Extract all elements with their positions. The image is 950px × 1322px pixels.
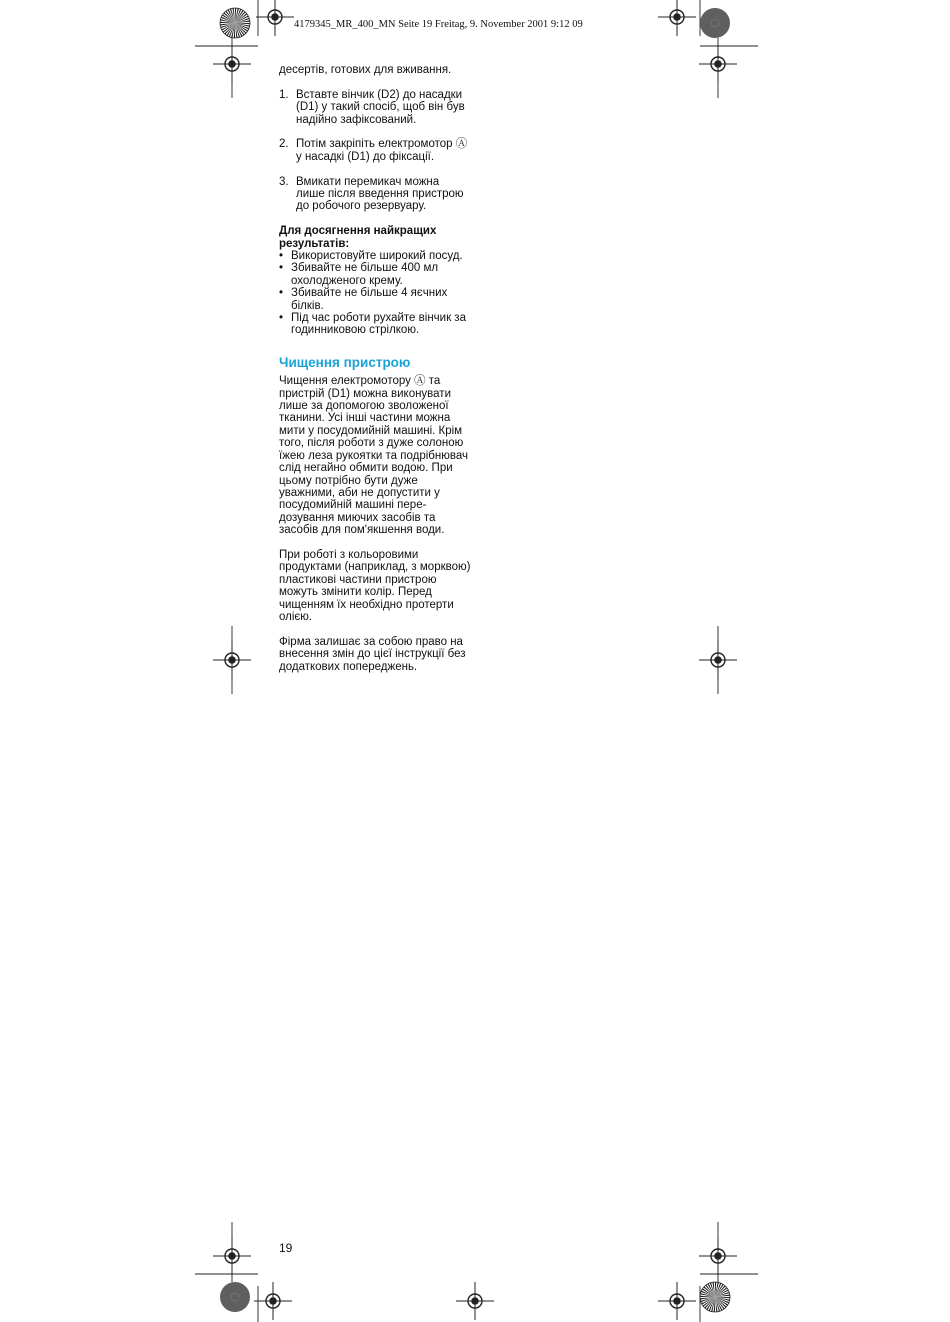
step-number: 1. bbox=[279, 88, 289, 101]
registration-mark-icon bbox=[658, 0, 696, 36]
registration-mark-icon bbox=[256, 0, 294, 36]
tip-text: Використовуйте широкий посуд. bbox=[291, 250, 463, 263]
grey-disc-icon bbox=[700, 8, 730, 38]
tips-heading: Для досягнення найкращих результатів: bbox=[279, 225, 437, 250]
star-target-icon bbox=[700, 1282, 730, 1312]
intro-text: десертів, готових для вживання. bbox=[279, 64, 452, 76]
tip-text: Під час роботи рухайте вінчик за годинниковою стрілкою. bbox=[291, 312, 466, 337]
registration-mark-icon bbox=[213, 641, 251, 679]
registration-mark-icon bbox=[699, 45, 737, 83]
section-heading: Чищення пристрою bbox=[279, 355, 411, 371]
tip-item: • Збивайте не більше 400 мл охолодженого крему. bbox=[279, 262, 439, 287]
registration-mark-icon bbox=[658, 1282, 696, 1320]
steps-list bbox=[279, 89, 471, 213]
registration-mark-icon bbox=[699, 1237, 737, 1275]
print-slug: 4179345_MR_400_MN Seite 19 Freitag, 9. November 2001 9:12 09 bbox=[294, 19, 583, 30]
tip-item: • Під час роботи рухайте вінчик за годинниковою стрілкою. bbox=[279, 312, 466, 337]
registration-mark-icon bbox=[213, 1237, 251, 1275]
step-text: Потім закріпіть електромотор Ⓐ у насадкі (D1) до фіксації. bbox=[296, 138, 468, 163]
tip-item: • Використовуйте широкий посуд. bbox=[279, 250, 463, 263]
tip-text: Збивайте не більше 400 мл охолодженого крему. bbox=[291, 262, 439, 287]
step-text: Вмикати перемикач можна лише після введення пристрою до робочого резервуару. bbox=[296, 175, 464, 213]
tips-list bbox=[279, 250, 471, 337]
registration-mark-icon bbox=[213, 45, 251, 83]
text-column bbox=[279, 64, 471, 673]
cleaning-paragraph: Чищення електромотору Ⓐ та пристрій (D1) можна виконувати лише за допомогою зволоженої тканини. Усі інші частини можна мити у посудомийній машині. Крім того, після роботи з дуже солоною їжею леза рукоятки та подрібнювач слід негайно обмити водою. При цьому потрібно бути дуже уважними, аби не допустити у посудомийній машині пере-дозування миючих засобів та засобів для пом'якшення води. bbox=[279, 375, 468, 537]
registration-mark-icon bbox=[254, 1282, 292, 1320]
tip-text: Збивайте не більше 4 яєчних білків. bbox=[291, 287, 448, 312]
tip-item: • Збивайте не більше 4 яєчних білків. bbox=[279, 287, 448, 312]
step-item bbox=[279, 176, 471, 213]
disclaimer-paragraph: Фірма залишає за собою право на внесення змін до цієї інструкції без додаткових попереджень. bbox=[279, 635, 466, 673]
step-text: Вставте вінчик (D2) до насадки (D1) у такий спосіб, щоб він був надійно зафіксований. bbox=[296, 88, 465, 126]
page-number: 19 bbox=[279, 1241, 293, 1255]
registration-mark-icon bbox=[456, 1282, 494, 1320]
step-item bbox=[279, 89, 471, 126]
registration-mark-icon bbox=[699, 641, 737, 679]
step-number: 3. bbox=[279, 175, 289, 188]
grey-disc-icon bbox=[220, 1282, 250, 1312]
star-target-icon bbox=[220, 8, 250, 38]
step-item bbox=[279, 138, 471, 163]
color-paragraph: При роботі з кольоровими продуктами (наприклад, з морквою) пластикові частини пристрою можуть змінити колір. Перед чищенням їх необхідно протерти олією. bbox=[279, 548, 471, 623]
step-number: 2. bbox=[279, 138, 289, 151]
